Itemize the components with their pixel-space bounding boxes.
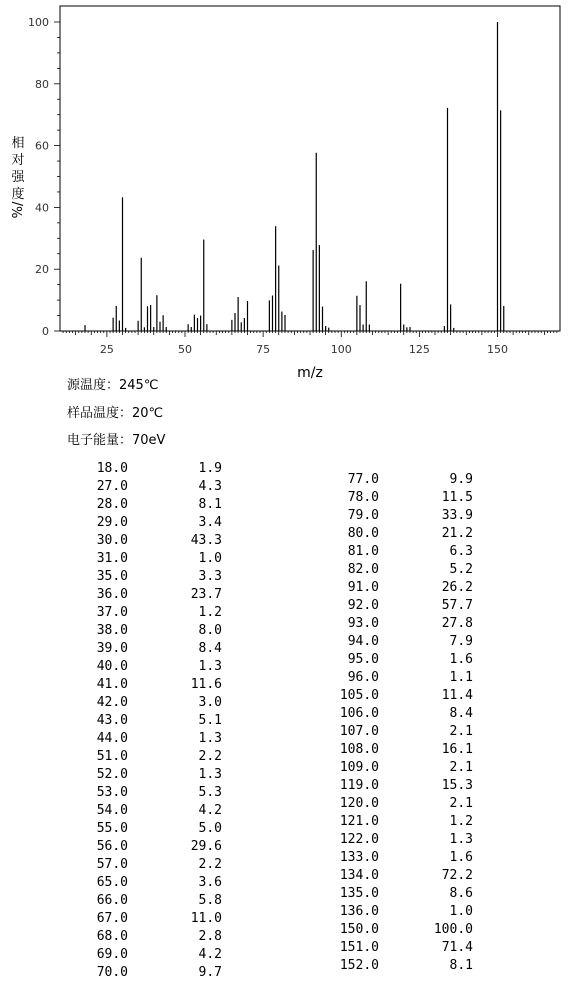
y-tick-label: 60 xyxy=(35,139,49,153)
peak-mz-value: 55.0 xyxy=(96,821,128,836)
mass-spectrum-chart xyxy=(0,0,570,385)
peak-row xyxy=(84,856,222,874)
peak-intensity-value: 1.2 xyxy=(449,814,473,829)
peak-row xyxy=(335,525,473,543)
peak-mz-value: 91.0 xyxy=(347,580,379,595)
peak-mz-value: 122.0 xyxy=(339,832,379,847)
peak-mz-value: 41.0 xyxy=(96,677,128,692)
peak-row xyxy=(335,615,473,633)
peak-intensity-value: 1.9 xyxy=(198,461,222,476)
peak-row xyxy=(84,838,222,856)
peak-intensity-value: 1.3 xyxy=(449,832,473,847)
peak-mz-value: 120.0 xyxy=(339,796,379,811)
peak-row xyxy=(335,705,473,723)
peak-row xyxy=(335,903,473,921)
peak-intensity-value: 1.0 xyxy=(449,904,473,919)
peak-row xyxy=(335,543,473,561)
peak-mz-value: 95.0 xyxy=(347,652,379,667)
peak-mz-value: 135.0 xyxy=(339,886,379,901)
peak-mz-value: 119.0 xyxy=(339,778,379,793)
peak-mz-value: 96.0 xyxy=(347,670,379,685)
peak-intensity-value: 3.6 xyxy=(198,875,222,890)
peak-row xyxy=(84,730,222,748)
peak-intensity-value: 29.6 xyxy=(190,839,222,854)
peak-intensity-value: 6.3 xyxy=(449,544,473,559)
peak-intensity-value: 5.8 xyxy=(198,893,222,908)
peak-mz-value: 92.0 xyxy=(347,598,379,613)
peak-mz-value: 30.0 xyxy=(96,533,128,548)
peak-intensity-value: 4.3 xyxy=(198,479,222,494)
peak-row xyxy=(84,478,222,496)
peak-mz-value: 93.0 xyxy=(347,616,379,631)
peak-intensity-value: 8.1 xyxy=(449,958,473,973)
peak-intensity-value: 1.6 xyxy=(449,652,473,667)
peak-intensity-value: 3.3 xyxy=(198,569,222,584)
peak-intensity-value: 1.6 xyxy=(449,850,473,865)
peak-mz-value: 68.0 xyxy=(96,929,128,944)
peak-mz-value: 28.0 xyxy=(96,497,128,512)
peak-row xyxy=(84,622,222,640)
peak-mz-value: 79.0 xyxy=(347,508,379,523)
peak-mz-value: 54.0 xyxy=(96,803,128,818)
peak-mz-value: 80.0 xyxy=(347,526,379,541)
peak-intensity-value: 9.7 xyxy=(198,965,222,980)
peak-table-right xyxy=(335,471,473,975)
peak-row xyxy=(84,946,222,964)
peak-intensity-value: 1.1 xyxy=(449,670,473,685)
peak-row xyxy=(335,741,473,759)
y-axis-label-char-5: %/ xyxy=(11,201,26,219)
peak-row xyxy=(84,766,222,784)
y-axis-title xyxy=(1,135,26,218)
peak-mz-value: 81.0 xyxy=(347,544,379,559)
peak-mz-value: 67.0 xyxy=(96,911,128,926)
peak-row xyxy=(335,507,473,525)
peak-intensity-value: 71.4 xyxy=(441,940,473,955)
peak-row xyxy=(84,802,222,820)
peak-row xyxy=(84,550,222,568)
peak-row xyxy=(335,939,473,957)
peak-intensity-value: 5.1 xyxy=(198,713,222,728)
peak-intensity-value: 100.0 xyxy=(433,922,473,937)
y-tick-label: 40 xyxy=(35,201,49,215)
peak-intensity-value: 7.9 xyxy=(449,634,473,649)
peak-mz-value: 69.0 xyxy=(96,947,128,962)
peak-mz-value: 78.0 xyxy=(347,490,379,505)
peak-mz-value: 108.0 xyxy=(339,742,379,757)
peak-row xyxy=(335,777,473,795)
peak-mz-value: 43.0 xyxy=(96,713,128,728)
peak-mz-value: 77.0 xyxy=(347,472,379,487)
peak-row xyxy=(335,561,473,579)
peak-mz-value: 35.0 xyxy=(96,569,128,584)
peak-intensity-value: 8.4 xyxy=(449,706,473,721)
peak-row xyxy=(84,658,222,676)
plot-border xyxy=(60,6,560,331)
peak-intensity-value: 1.0 xyxy=(198,551,222,566)
peak-mz-value: 42.0 xyxy=(96,695,128,710)
peak-row xyxy=(84,910,222,928)
peak-mz-value: 66.0 xyxy=(96,893,128,908)
peak-row xyxy=(335,723,473,741)
peak-intensity-value: 1.2 xyxy=(198,605,222,620)
peak-row xyxy=(84,496,222,514)
peak-row xyxy=(84,640,222,658)
sample-temperature: 样品温度：20℃ xyxy=(67,406,164,421)
peak-mz-value: 31.0 xyxy=(96,551,128,566)
x-axis-label: m/z xyxy=(297,365,323,381)
peak-mz-value: 152.0 xyxy=(339,958,379,973)
peak-row xyxy=(335,579,473,597)
peak-mz-value: 29.0 xyxy=(96,515,128,530)
peak-row xyxy=(335,597,473,615)
peak-mz-value: 40.0 xyxy=(96,659,128,674)
peak-intensity-value: 27.8 xyxy=(441,616,473,631)
peak-mz-value: 82.0 xyxy=(347,562,379,577)
peak-intensity-value: 3.0 xyxy=(198,695,222,710)
peak-mz-value: 53.0 xyxy=(96,785,128,800)
peak-row xyxy=(335,489,473,507)
peak-row xyxy=(335,759,473,777)
x-tick-label: 25 xyxy=(99,343,114,356)
peak-intensity-value: 2.2 xyxy=(198,749,222,764)
peak-intensity-value: 72.2 xyxy=(441,868,473,883)
x-tick-label: 100 xyxy=(330,343,352,356)
peak-mz-value: 107.0 xyxy=(339,724,379,739)
peak-mz-value: 109.0 xyxy=(339,760,379,775)
peak-row xyxy=(84,586,222,604)
peak-intensity-value: 4.2 xyxy=(198,947,222,962)
peak-intensity-value: 21.2 xyxy=(441,526,473,541)
electron-energy: 电子能量：70eV xyxy=(67,433,166,448)
peak-intensity-value: 2.2 xyxy=(198,857,222,872)
x-axis-ticks xyxy=(63,331,557,356)
peak-intensity-value: 2.8 xyxy=(198,929,222,944)
x-tick-label: 150 xyxy=(487,343,508,356)
peak-intensity-value: 8.4 xyxy=(198,641,222,656)
peak-intensity-value: 8.1 xyxy=(198,497,222,512)
y-tick-label: 0 xyxy=(42,325,49,338)
peak-intensity-value: 2.1 xyxy=(449,724,473,739)
peak-mz-value: 56.0 xyxy=(96,839,128,854)
y-axis-label-char-3: 强 xyxy=(11,170,25,185)
peak-intensity-value: 26.2 xyxy=(441,580,473,595)
peak-row xyxy=(84,676,222,694)
peak-row xyxy=(84,748,222,766)
plot-frame xyxy=(60,6,560,331)
peak-intensity-value: 2.1 xyxy=(449,760,473,775)
peak-table-left xyxy=(84,460,222,982)
peak-row xyxy=(84,892,222,910)
y-tick-label: 100 xyxy=(28,16,49,29)
peak-row xyxy=(335,687,473,705)
peak-mz-value: 37.0 xyxy=(96,605,128,620)
peak-row xyxy=(84,784,222,802)
y-tick-label: 20 xyxy=(35,263,49,277)
peak-row xyxy=(335,795,473,813)
peak-intensity-value: 11.6 xyxy=(190,677,222,692)
peak-mz-value: 18.0 xyxy=(96,461,128,476)
peak-mz-value: 36.0 xyxy=(96,587,128,602)
peak-intensity-value: 2.1 xyxy=(449,796,473,811)
peak-mz-value: 121.0 xyxy=(339,814,379,829)
y-axis-label-char-4: 度 xyxy=(11,187,25,202)
peak-row xyxy=(84,532,222,550)
peak-intensity-value: 9.9 xyxy=(449,472,473,487)
spectrum-peaks xyxy=(85,22,504,331)
peak-row xyxy=(84,928,222,946)
peak-row xyxy=(84,694,222,712)
peak-mz-value: 27.0 xyxy=(96,479,128,494)
peak-intensity-value: 4.2 xyxy=(198,803,222,818)
peak-intensity-value: 11.4 xyxy=(441,688,473,703)
peak-mz-value: 51.0 xyxy=(96,749,128,764)
peak-mz-value: 44.0 xyxy=(96,731,128,746)
peak-row xyxy=(335,471,473,489)
peak-mz-value: 52.0 xyxy=(96,767,128,782)
peak-intensity-value: 5.0 xyxy=(198,821,222,836)
peak-mz-value: 39.0 xyxy=(96,641,128,656)
peak-intensity-value: 23.7 xyxy=(190,587,222,602)
source-temperature: 源温度：245℃ xyxy=(67,378,159,393)
peak-mz-value: 133.0 xyxy=(339,850,379,865)
peak-intensity-value: 57.7 xyxy=(441,598,473,613)
peak-mz-value: 136.0 xyxy=(339,904,379,919)
peak-mz-value: 150.0 xyxy=(339,922,379,937)
peak-mz-value: 106.0 xyxy=(339,706,379,721)
x-tick-label: 50 xyxy=(178,343,192,356)
peak-mz-value: 57.0 xyxy=(96,857,128,872)
y-tick-label: 80 xyxy=(35,77,49,91)
peak-intensity-value: 43.3 xyxy=(190,533,222,548)
peak-intensity-value: 33.9 xyxy=(441,508,473,523)
peak-row xyxy=(335,633,473,651)
peak-intensity-value: 3.4 xyxy=(198,515,222,530)
y-axis-label-char-2: 对 xyxy=(11,153,25,168)
peak-intensity-value: 1.3 xyxy=(198,659,222,674)
peak-intensity-value: 5.3 xyxy=(198,785,222,800)
peak-row xyxy=(84,604,222,622)
peak-row xyxy=(84,712,222,730)
peak-row xyxy=(335,957,473,975)
peak-mz-value: 134.0 xyxy=(339,868,379,883)
peak-intensity-value: 16.1 xyxy=(441,742,473,757)
peak-row xyxy=(335,921,473,939)
peak-row xyxy=(84,514,222,532)
peak-row xyxy=(84,874,222,892)
peak-row xyxy=(335,867,473,885)
peak-row xyxy=(84,568,222,586)
peak-row xyxy=(335,669,473,687)
peak-row xyxy=(335,849,473,867)
peak-intensity-value: 11.5 xyxy=(441,490,473,505)
peak-row xyxy=(84,460,222,478)
peak-mz-value: 94.0 xyxy=(347,634,379,649)
peak-mz-value: 38.0 xyxy=(96,623,128,638)
peak-intensity-value: 1.3 xyxy=(198,767,222,782)
peak-intensity-value: 11.0 xyxy=(190,911,222,926)
x-tick-label: 75 xyxy=(256,343,271,356)
peak-row xyxy=(84,964,222,982)
peak-intensity-value: 1.3 xyxy=(198,731,222,746)
peak-mz-value: 151.0 xyxy=(339,940,379,955)
peak-row xyxy=(335,813,473,831)
peak-mz-value: 70.0 xyxy=(96,965,128,980)
y-axis-label-char-1: 相 xyxy=(11,136,25,151)
peak-row xyxy=(84,820,222,838)
peak-intensity-value: 8.0 xyxy=(198,623,222,638)
peak-intensity-value: 5.2 xyxy=(449,562,473,577)
peak-row xyxy=(335,831,473,849)
peak-intensity-value: 8.6 xyxy=(449,886,473,901)
peak-mz-value: 105.0 xyxy=(339,688,379,703)
y-axis-ticks xyxy=(28,16,60,338)
peak-mz-value: 65.0 xyxy=(96,875,128,890)
x-tick-label: 125 xyxy=(408,343,430,356)
peak-row xyxy=(335,651,473,669)
peak-row xyxy=(335,885,473,903)
peak-intensity-value: 15.3 xyxy=(441,778,473,793)
